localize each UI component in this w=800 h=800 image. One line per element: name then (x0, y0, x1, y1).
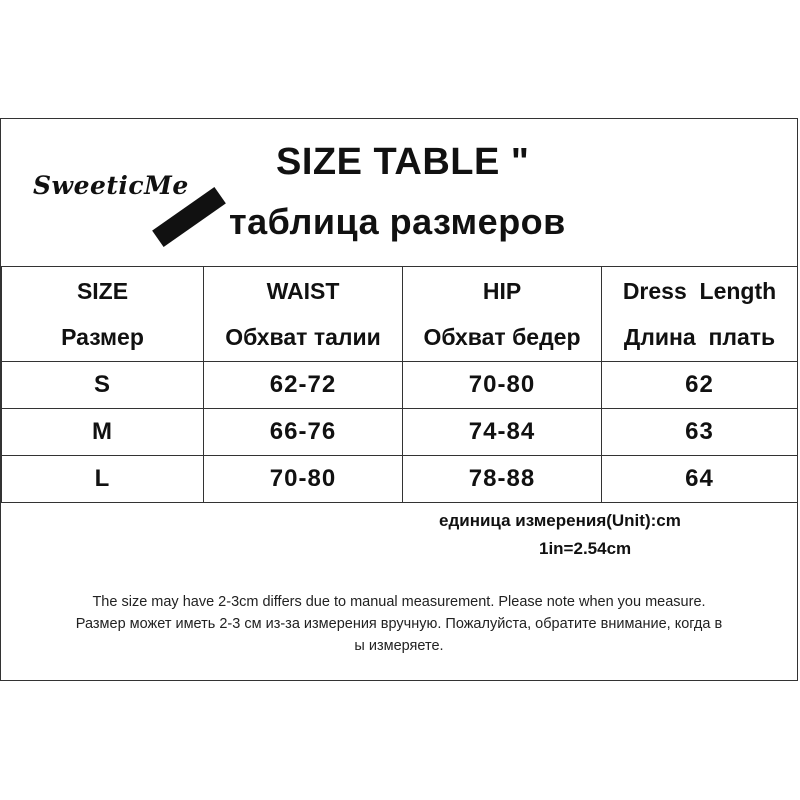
measurement-note (11, 591, 787, 657)
conversion-note: 1in=2.54cm (539, 539, 632, 558)
header-dress-length (602, 267, 798, 362)
cell-hip: 78-88 (403, 456, 602, 503)
cell-hip: 70-80 (403, 362, 602, 409)
header-label: Dress Length (622, 278, 777, 304)
header-waist (204, 267, 403, 362)
header-label-ru: Длина плать (623, 324, 776, 350)
header-label: SIZE (76, 278, 129, 304)
logo-text: SweeticMe (33, 171, 189, 200)
cell-size: M (2, 409, 204, 456)
cell-length: 64 (602, 456, 798, 503)
table-row (2, 456, 798, 503)
brand-logo (31, 149, 251, 219)
header-hip (403, 267, 602, 362)
size-chart-frame (0, 118, 798, 681)
cell-size: S (2, 362, 204, 409)
note-ru-continued: ы измеряете. (354, 638, 444, 654)
header-label: HIP (482, 278, 522, 304)
cell-hip: 74-84 (403, 409, 602, 456)
header-size (2, 267, 204, 362)
cell-length: 62 (602, 362, 798, 409)
header (1, 119, 797, 267)
size-table (1, 266, 798, 503)
page-title-ru: таблица размеров (229, 201, 566, 242)
header-label-ru: Обхват талии (225, 324, 381, 350)
cell-length: 63 (602, 409, 798, 456)
table-header-row (2, 267, 798, 362)
cell-waist: 66-76 (204, 409, 403, 456)
cell-waist: 62-72 (204, 362, 403, 409)
cell-size: L (2, 456, 204, 503)
note-en: The size may have 2-3cm differs due to manual measurement. Please note when you measure. (92, 594, 706, 610)
note-ru: Размер может иметь 2-3 см из-за измерения вручную. Пожалуйста, обратите внимание, когда в (75, 616, 723, 632)
table-row (2, 409, 798, 456)
header-label: WAIST (266, 278, 340, 304)
header-label-ru: Обхват бедер (423, 324, 581, 350)
header-label-ru: Размер (61, 324, 144, 350)
unit-note: единица измерения(Unit):cm (439, 511, 681, 530)
table-row (2, 362, 798, 409)
cell-waist: 70-80 (204, 456, 403, 503)
page-title: SIZE TABLE " (276, 141, 530, 183)
